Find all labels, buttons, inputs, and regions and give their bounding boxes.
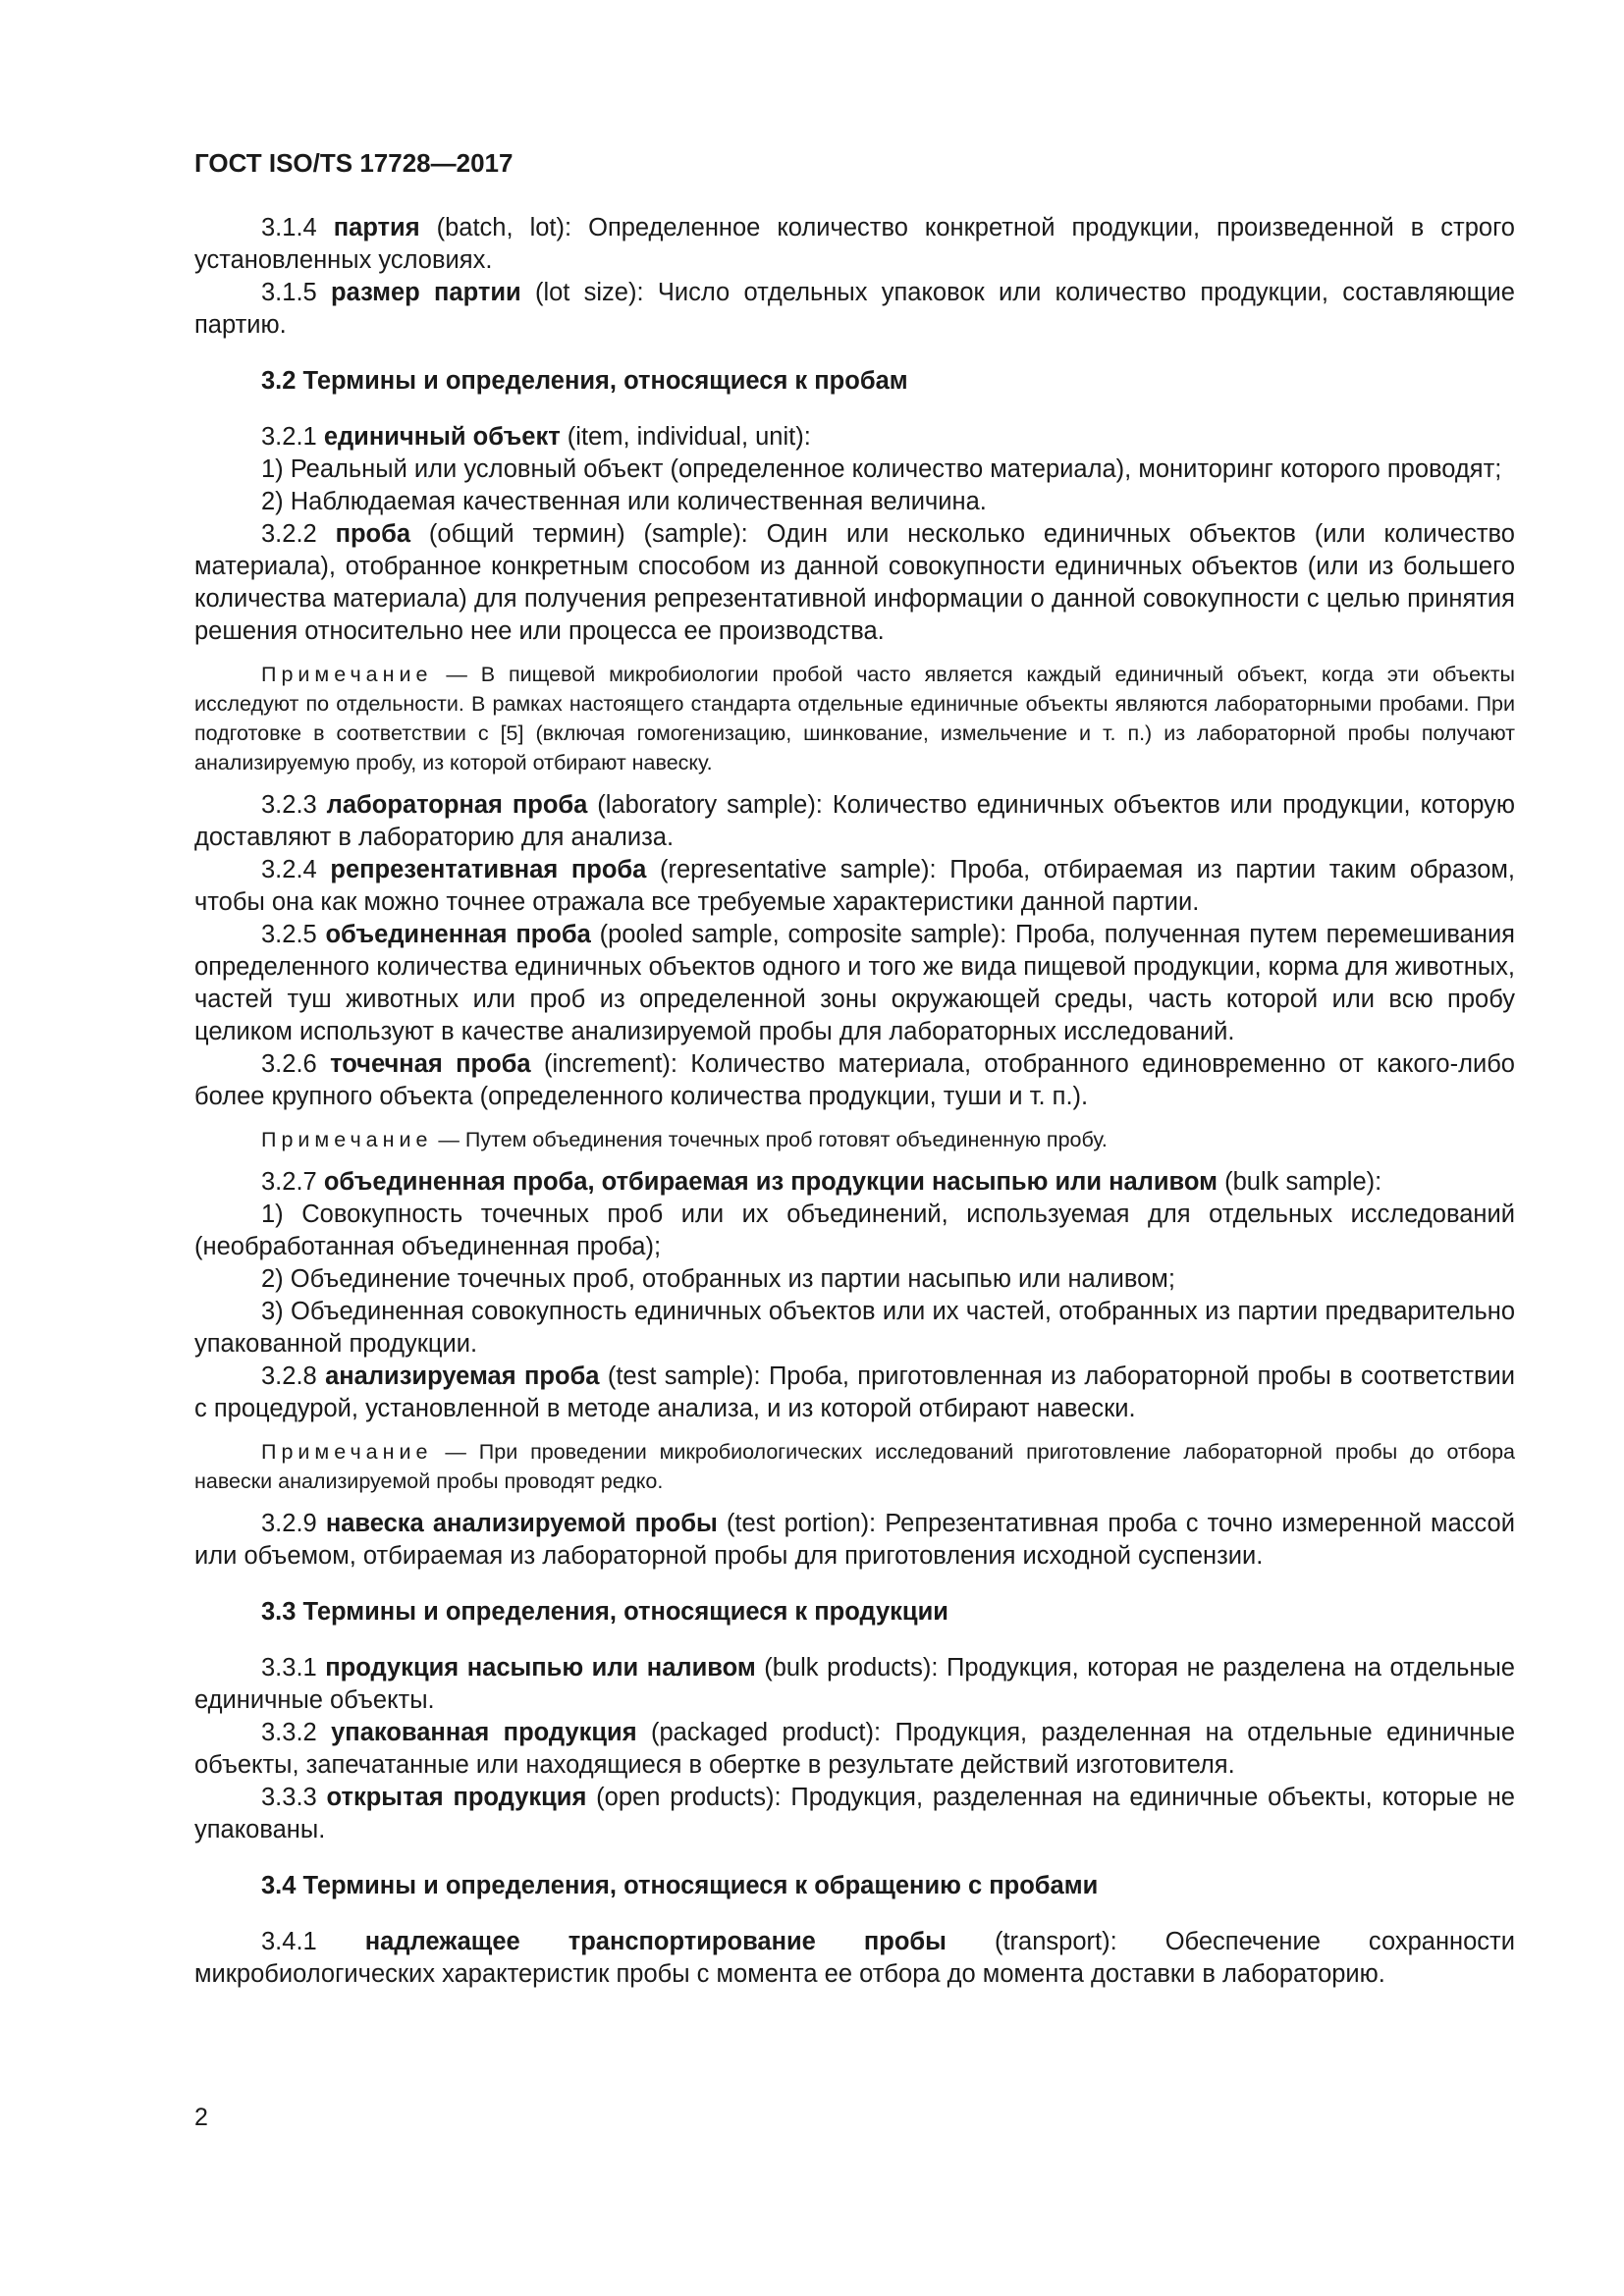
note-1 — [194, 660, 1515, 777]
term-number: 3.2.5 — [261, 921, 326, 948]
note-text: — Путем объединения точечных проб готовят объединенную пробу. — [432, 1128, 1108, 1151]
term-number: 3.2.2 — [261, 520, 336, 548]
note-2 — [194, 1125, 1515, 1154]
term-3-2-9 — [194, 1508, 1515, 1573]
term-3-2-1-item-1: 1) Реальный или условный объект (определенное количество материала), мониторинг которого проводят; — [261, 455, 1502, 483]
term-number: 3.4.1 — [261, 1928, 365, 1955]
note-label: Примечание — [261, 663, 433, 686]
term-number: 3.1.4 — [261, 214, 334, 241]
term-3-2-7 — [194, 1166, 1515, 1199]
term-definition: (batch, lot): Определенное количество конкретной продукции, произведенной в строго установленных условиях. — [194, 214, 1515, 274]
term-definition: (representative sample): Проба, отбираемая из партии таким образом, чтобы она как можно точнее отражала все требуемые характеристики данной партии. — [194, 856, 1515, 916]
term-number: 3.2.1 — [261, 423, 324, 451]
note-text: — При проведении микробиологических исследований приготовление лабораторной пробы до отбора навески анализируемой пробы проводят редко. — [194, 1440, 1515, 1493]
term-definition: (open products): Продукция, разделенная на единичные объекты, которые не упакованы. — [194, 1784, 1515, 1843]
term-3-2-6 — [194, 1048, 1515, 1113]
term-number: 3.2.7 — [261, 1168, 324, 1196]
term-definition: (item, individual, unit): — [560, 423, 811, 451]
term-number: 3.3.3 — [261, 1784, 327, 1811]
note-label: Примечание — [261, 1128, 433, 1151]
term-name: открытая продукция — [326, 1784, 587, 1811]
term-number: 3.2.8 — [261, 1362, 326, 1390]
term-3-2-3 — [194, 789, 1515, 854]
term-definition: (pooled sample, composite sample): Проба, полученная путем перемешивания определенного количества единичных объектов одного и того же вида пищевой продукции, корма для животных, частей туш животных или проб из определенной зоны окружающей среды, часть которой или всю пробу целиком используют в качестве анализируемой пробы для лабораторных исследований. — [194, 921, 1516, 1045]
term-number: 3.2.9 — [261, 1510, 326, 1537]
term-definition: (общий термин) (sample): Один или несколько единичных объектов (или количество материала), отобранное конкретным способом из данной совокупности единичных объектов (или из большего количества материала) для получения репрезентативной информации о данной совокупности с целью принятия решения относительно нее или процесса ее производства. — [194, 520, 1515, 645]
term-definition: (bulk products): Продукция, которая не разделена на отдельные единичные объекты. — [194, 1654, 1515, 1714]
term-3-2-7-item-3: 3) Объединенная совокупность единичных объектов или их частей, отобранных из партии предварительно упакованной продукции. — [194, 1298, 1515, 1358]
term-number: 3.3.1 — [261, 1654, 326, 1682]
term-number: 3.2.4 — [261, 856, 331, 883]
term-name: надлежащее транспортирование пробы — [364, 1928, 947, 1955]
term-3-2-7-item-2: 2) Объединение точечных проб, отобранных из партии насыпью или наливом; — [261, 1265, 1175, 1293]
term-name: упакованная продукция — [331, 1719, 637, 1746]
term-name: объединенная проба — [325, 921, 591, 948]
term-definition: (test portion): Репрезентативная проба с точно измеренной массой или объемом, отбираемая из лабораторной пробы для приготовления исходной суспензии. — [194, 1510, 1515, 1570]
term-3-3-3 — [194, 1782, 1515, 1846]
term-3-2-4 — [194, 854, 1515, 919]
term-definition: (bulk sample): — [1218, 1168, 1382, 1196]
term-3-2-8 — [194, 1361, 1515, 1425]
note-text: — В пищевой микробиологии пробой часто является каждый единичный объект, когда эти объекты исследуют по отдельности. В рамках настоящего стандарта отдельные единичные объекты являются лабораторными пробами. При подготовке в соответствии с [5] (включая гомогенизацию, шинкование, измельчение и т. п.) из лабораторной пробы получают анализируемую пробу, из которой отбирают навеску. — [194, 663, 1515, 774]
term-number: 3.2.3 — [261, 791, 327, 819]
term-definition: (increment): Количество материала, отобранного единовременно от какого-либо более крупного объекта (определенного количества продукции, туши и т. п.). — [194, 1050, 1515, 1110]
term-definition: (transport): Обеспечение сохранности микробиологических характеристик пробы с момента ее отбора до момента доставки в лабораторию. — [194, 1928, 1515, 1988]
section-heading-3-4: 3.4 Термины и определения, относящиеся к обращению с пробами — [261, 1872, 1099, 1899]
term-3-1-5 — [194, 277, 1515, 342]
term-name: единичный объект — [323, 423, 561, 451]
term-definition: (test sample): Проба, приготовленная из лабораторной пробы в соответствии с процедурой, установленной в методе анализа, и из которой отбирают навески. — [194, 1362, 1515, 1422]
term-name: репрезентативная проба — [330, 856, 647, 883]
term-3-2-1-item-2: 2) Наблюдаемая качественная или количественная величина. — [261, 488, 987, 515]
document-code-header: ГОСТ ISO/TS 17728—2017 — [194, 148, 514, 178]
term-name: лабораторная проба — [326, 791, 588, 819]
term-3-3-1 — [194, 1652, 1515, 1717]
term-definition: (packaged product): Продукция, разделенная на отдельные единичные объекты, запечатанные или находящиеся в обертке в результате действий изготовителя. — [194, 1719, 1515, 1779]
term-name: анализируемая проба — [325, 1362, 600, 1390]
term-3-4-1 — [194, 1926, 1515, 1991]
term-number: 3.2.6 — [261, 1050, 331, 1078]
term-number: 3.3.2 — [261, 1719, 332, 1746]
term-name: навеска анализируемой пробы — [325, 1510, 718, 1537]
term-3-1-4 — [194, 212, 1515, 277]
section-heading-3-3: 3.3 Термины и определения, относящиеся к продукции — [261, 1598, 948, 1626]
term-name: продукция насыпью или наливом — [325, 1654, 756, 1682]
term-number: 3.1.5 — [261, 279, 331, 306]
term-name: точечная проба — [330, 1050, 531, 1078]
term-3-2-2 — [194, 518, 1515, 648]
section-heading-3-2: 3.2 Термины и определения, относящиеся к пробам — [261, 367, 908, 395]
term-name: размер партии — [331, 279, 521, 306]
term-name: объединенная проба, отбираемая из продукции насыпью или наливом — [323, 1168, 1218, 1196]
term-3-2-1 — [194, 421, 1515, 454]
term-name: партия — [333, 214, 420, 241]
note-3 — [194, 1437, 1515, 1496]
document-page — [194, 147, 1515, 1991]
term-3-2-7-item-1: 1) Совокупность точечных проб или их объединений, используемая для отдельных исследований (необработанная объединенная проба); — [194, 1201, 1515, 1260]
term-3-2-5 — [194, 919, 1515, 1048]
note-label: Примечание — [261, 1440, 433, 1464]
term-3-3-2 — [194, 1717, 1515, 1782]
term-name: проба — [335, 520, 411, 548]
term-definition: (laboratory sample): Количество единичных объектов или продукции, которую доставляют в лабораторию для анализа. — [194, 791, 1515, 851]
term-definition: (lot size): Число отдельных упаковок или количество продукции, составляющие партию. — [194, 279, 1515, 339]
page-number: 2 — [194, 2104, 208, 2131]
